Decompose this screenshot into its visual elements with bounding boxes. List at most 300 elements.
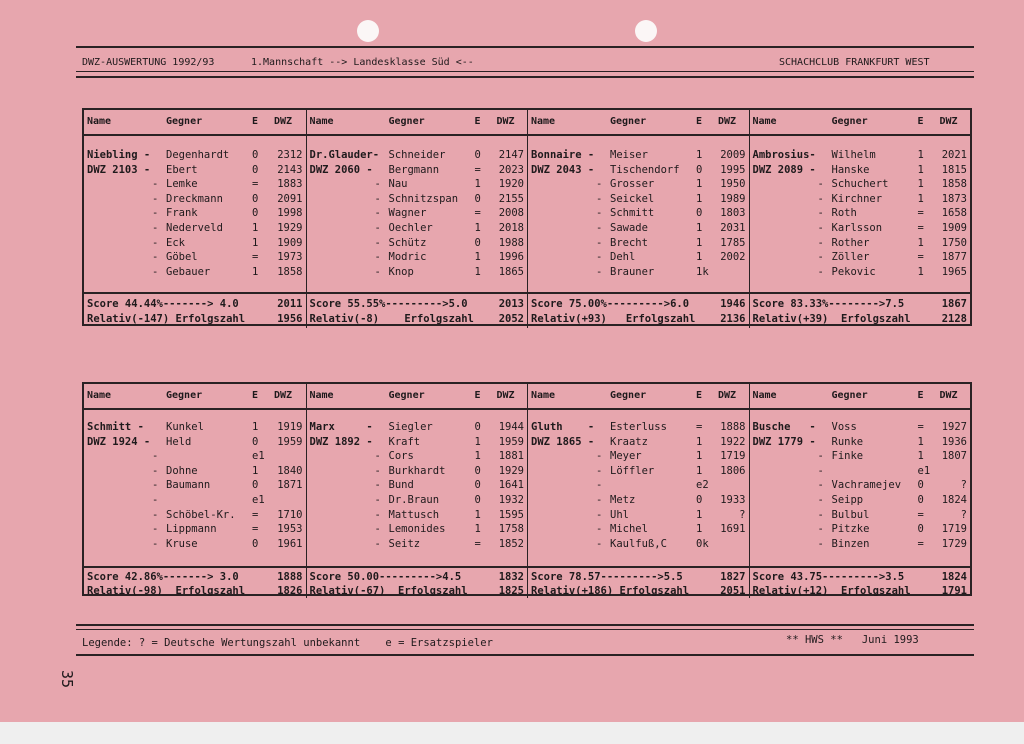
opponent-dwz: 1865 bbox=[498, 265, 524, 278]
relative-line: Relativ(+12) Erfolgszahl bbox=[752, 585, 911, 597]
opponent-name: Bund bbox=[388, 479, 414, 492]
col-header-gegner: Gegner bbox=[166, 390, 203, 401]
opponent-row bbox=[528, 509, 749, 523]
opponent-result: 1 bbox=[696, 236, 703, 249]
opponent-name: Kirchner bbox=[831, 192, 883, 205]
opponent-dwz: 2018 bbox=[498, 222, 524, 234]
opponent-dwz: 1595 bbox=[498, 508, 524, 521]
col-header-e: E bbox=[474, 390, 481, 401]
opponent-row bbox=[528, 465, 749, 479]
opponent-name: Kunkel bbox=[166, 421, 204, 433]
opponent-result: e2 bbox=[696, 479, 709, 492]
score-line: Score 50.00--------->4.5 bbox=[309, 571, 462, 583]
dash: - bbox=[374, 523, 381, 536]
opponent-result: 1 bbox=[917, 149, 924, 161]
dash: - bbox=[152, 265, 159, 278]
col-header-e: E bbox=[252, 116, 259, 127]
dash: - bbox=[374, 236, 381, 249]
erfolgszahl-value: 1791 bbox=[941, 585, 967, 597]
col-header-name: Name bbox=[752, 390, 777, 401]
opponent-dwz: 1852 bbox=[498, 537, 524, 550]
opponent-dwz: 2312 bbox=[277, 149, 303, 161]
opponent-dwz: 1929 bbox=[277, 222, 303, 234]
opponent-dwz: 1881 bbox=[498, 450, 524, 463]
opponent-result: 1 bbox=[252, 236, 259, 249]
opponent-name: Gebauer bbox=[166, 265, 211, 278]
opponent-name: Seitz bbox=[388, 537, 421, 550]
col-header-name: Name bbox=[309, 390, 334, 401]
opponent-result: 0 bbox=[474, 494, 481, 506]
opponent-dwz: ? bbox=[960, 479, 967, 492]
opponent-result: = bbox=[252, 251, 259, 264]
opponent-result: 1 bbox=[917, 163, 924, 176]
col-header-dwz: DWZ bbox=[718, 116, 737, 127]
opponent-name: Dehl bbox=[610, 251, 636, 264]
opponent-result: 1k bbox=[696, 265, 709, 278]
opponent-dwz: 1944 bbox=[498, 421, 524, 433]
opponent-row bbox=[528, 207, 749, 221]
header-rule-mid bbox=[76, 71, 974, 72]
opponent-dwz: 1888 bbox=[720, 421, 746, 433]
opponent-dwz: 1950 bbox=[720, 178, 746, 191]
page-number: 35 bbox=[58, 670, 76, 689]
score-value: 2011 bbox=[277, 298, 303, 310]
opponent-row bbox=[750, 251, 971, 265]
opponent-row bbox=[84, 421, 306, 435]
opponent-row bbox=[528, 178, 749, 192]
opponent-result: 0 bbox=[252, 192, 259, 205]
player-column bbox=[749, 110, 971, 328]
opponent-dwz: ? bbox=[739, 508, 746, 521]
opponent-result: 1 bbox=[252, 464, 259, 477]
opponent-result: 1 bbox=[917, 265, 924, 278]
opponent-dwz: 1953 bbox=[277, 523, 303, 536]
opponent-name: Bulbul bbox=[831, 508, 870, 521]
opponent-dwz: 2091 bbox=[277, 192, 303, 205]
relative-line: Relativ(+39) Erfolgszahl bbox=[752, 313, 911, 325]
opponent-dwz: 2031 bbox=[720, 222, 746, 234]
opponent-row bbox=[307, 193, 528, 207]
opponent-row bbox=[750, 465, 971, 479]
opponent-dwz: 1719 bbox=[720, 450, 746, 463]
relative-line: Relativ(+93) Erfolgszahl bbox=[531, 313, 696, 325]
opponent-dwz: 2155 bbox=[498, 192, 524, 205]
col-header-gegner: Gegner bbox=[610, 116, 647, 127]
opponent-row bbox=[307, 436, 528, 450]
opponent-result: = bbox=[917, 508, 924, 521]
dash: - bbox=[152, 222, 159, 234]
dash: - bbox=[596, 178, 603, 191]
opponent-result: 1 bbox=[696, 435, 703, 448]
player-column bbox=[84, 110, 306, 328]
player-column bbox=[527, 384, 749, 598]
opponent-dwz: 1996 bbox=[498, 251, 524, 264]
dash: - bbox=[152, 523, 159, 536]
team-league: 1.Mannschaft --> Landesklasse Süd <-- bbox=[251, 57, 474, 68]
col-header-dwz: DWZ bbox=[496, 390, 515, 401]
opponent-row bbox=[750, 222, 971, 236]
relative-line: Relativ(-67) Erfolgszahl bbox=[309, 585, 468, 597]
opponent-name: Wagner bbox=[388, 207, 427, 220]
opponent-dwz: 1961 bbox=[277, 537, 303, 550]
opponent-row bbox=[307, 509, 528, 523]
col-header-e: E bbox=[696, 116, 703, 127]
report-title: DWZ-AUSWERTUNG 1992/93 bbox=[82, 57, 215, 68]
opponent-result: 1 bbox=[474, 450, 481, 463]
opponent-row bbox=[528, 494, 749, 508]
dash: - bbox=[596, 508, 603, 521]
opponent-name: Bergmann bbox=[388, 163, 440, 176]
opponent-dwz: 1815 bbox=[941, 163, 967, 176]
opponent-row bbox=[84, 164, 306, 178]
opponent-row bbox=[750, 509, 971, 523]
opponent-name: Seickel bbox=[610, 192, 655, 205]
legend: Legende: ? = Deutsche Wertungszahl unbekannt e = Ersatzspieler bbox=[82, 637, 493, 649]
opponent-name: Esterluss bbox=[610, 421, 667, 433]
opponent-row bbox=[750, 237, 971, 251]
dash: - bbox=[817, 192, 824, 205]
opponent-dwz: 2147 bbox=[498, 149, 524, 161]
opponent-row bbox=[307, 251, 528, 265]
opponent-dwz: 1785 bbox=[720, 236, 746, 249]
score-value: 1827 bbox=[720, 571, 746, 583]
score-line: Score 75.00%--------->6.0 bbox=[531, 298, 690, 310]
opponent-row bbox=[307, 465, 528, 479]
opponent-result: = bbox=[474, 537, 481, 550]
col-header-dwz: DWZ bbox=[496, 116, 515, 127]
col-header-e: E bbox=[917, 390, 924, 401]
opponent-row bbox=[750, 266, 971, 280]
col-header-name: Name bbox=[531, 390, 556, 401]
col-header-e: E bbox=[252, 390, 259, 401]
erfolgszahl-value: 1956 bbox=[277, 313, 303, 325]
opponent-row bbox=[307, 523, 528, 537]
opponent-row bbox=[528, 450, 749, 464]
opponent-name: Knop bbox=[388, 265, 414, 278]
col-header-gegner: Gegner bbox=[388, 116, 425, 127]
opponent-result: = bbox=[474, 207, 481, 220]
opponent-dwz: 1959 bbox=[498, 435, 524, 448]
dash: - bbox=[817, 222, 824, 234]
opponent-name: Brecht bbox=[610, 236, 648, 249]
opponent-result: 0 bbox=[252, 149, 259, 161]
opponent-name: Pekovic bbox=[831, 265, 876, 278]
opponent-dwz: 1995 bbox=[720, 163, 746, 176]
opponent-result: 0k bbox=[696, 537, 709, 550]
dash: - bbox=[374, 207, 381, 220]
opponent-name: Held bbox=[166, 435, 192, 448]
opponent-result: 1 bbox=[474, 435, 481, 448]
opponent-row bbox=[84, 251, 306, 265]
dash: - bbox=[152, 236, 159, 249]
opponent-result: = bbox=[252, 523, 259, 536]
opponent-row bbox=[528, 436, 749, 450]
opponent-name: Göbel bbox=[166, 251, 198, 264]
opponent-name: Voss bbox=[831, 421, 857, 433]
opponent-name: Rother bbox=[831, 236, 870, 249]
signoff: ** HWS ** Juni 1993 bbox=[786, 634, 919, 646]
opponent-dwz: 1641 bbox=[498, 479, 524, 492]
player-dwz: DWZ 1892 - bbox=[309, 435, 373, 448]
opponent-result: = bbox=[917, 207, 924, 220]
opponent-result: 0 bbox=[252, 537, 259, 550]
punch-hole-left bbox=[357, 20, 379, 42]
opponent-row bbox=[307, 149, 528, 163]
dash: - bbox=[596, 479, 603, 492]
opponent-name: Zöller bbox=[831, 251, 870, 264]
opponent-result: 1 bbox=[696, 149, 703, 161]
erfolgszahl-value: 2052 bbox=[498, 313, 524, 325]
dash: - bbox=[152, 508, 159, 521]
opponent-result: 1 bbox=[917, 450, 924, 463]
opponent-dwz: 1658 bbox=[941, 207, 967, 220]
opponent-name: Seipp bbox=[831, 494, 864, 506]
opponent-row bbox=[528, 237, 749, 251]
opponent-row bbox=[84, 465, 306, 479]
header-rule-bottom bbox=[76, 76, 974, 78]
dash: - bbox=[817, 265, 824, 278]
opponent-name: Lemonides bbox=[388, 523, 446, 536]
opponent-name: Kruse bbox=[166, 537, 198, 550]
dash: - bbox=[152, 479, 159, 492]
opponent-name: Dreckmann bbox=[166, 192, 223, 205]
opponent-result: 0 bbox=[474, 479, 481, 492]
opponent-dwz: 1988 bbox=[498, 236, 524, 249]
opponent-result: 1 bbox=[696, 450, 703, 463]
opponent-name: Roth bbox=[831, 207, 857, 220]
opponent-row bbox=[307, 479, 528, 493]
opponent-name: Runke bbox=[831, 435, 864, 448]
opponent-row bbox=[84, 494, 306, 508]
opponent-result: = bbox=[696, 421, 703, 433]
player-dwz: DWZ 2089 - bbox=[752, 163, 816, 176]
opponent-row bbox=[750, 178, 971, 192]
opponent-result: 0 bbox=[474, 421, 481, 433]
opponent-name: Baumann bbox=[166, 479, 211, 492]
opponent-row bbox=[307, 450, 528, 464]
erfolgszahl-value: 2128 bbox=[941, 313, 967, 325]
opponent-result: 0 bbox=[474, 149, 481, 161]
opponent-name: Lippmann bbox=[166, 523, 217, 536]
score-line: Score 78.57--------->5.5 bbox=[531, 571, 683, 583]
opponent-row bbox=[750, 164, 971, 178]
opponent-row bbox=[84, 193, 306, 207]
col-header-name: Name bbox=[309, 116, 334, 127]
dash: - bbox=[817, 494, 824, 506]
score-line: Score 83.33%-------->7.5 bbox=[752, 298, 905, 310]
opponent-name: Wilhelm bbox=[831, 149, 876, 161]
player-name: Bonnaire - bbox=[531, 149, 595, 161]
score-value: 1888 bbox=[277, 571, 303, 583]
dash: - bbox=[596, 464, 603, 477]
opponent-result: 1 bbox=[917, 435, 924, 448]
opponent-result: 1 bbox=[696, 464, 703, 477]
player-column bbox=[749, 384, 971, 598]
opponent-row bbox=[84, 479, 306, 493]
opponent-name: Cors bbox=[388, 450, 414, 463]
opponent-name: Oechler bbox=[388, 222, 433, 234]
opponent-name: Hanske bbox=[831, 163, 870, 176]
opponent-result: 1 bbox=[474, 222, 481, 234]
opponent-result: 0 bbox=[917, 523, 924, 536]
opponent-result: = bbox=[917, 537, 924, 550]
opponent-result: 1 bbox=[252, 222, 259, 234]
opponent-name: Uhl bbox=[610, 508, 629, 521]
opponent-result: = bbox=[917, 251, 924, 264]
opponent-dwz: 1873 bbox=[941, 192, 967, 205]
dash: - bbox=[374, 192, 381, 205]
opponent-result: 0 bbox=[917, 479, 924, 492]
dash: - bbox=[152, 450, 159, 463]
footer-rule-mid bbox=[76, 629, 974, 630]
player-column bbox=[306, 110, 528, 328]
opponent-result: 0 bbox=[474, 236, 481, 249]
dash: - bbox=[374, 537, 381, 550]
dash: - bbox=[817, 251, 824, 264]
opponent-row bbox=[84, 178, 306, 192]
opponent-dwz: 1858 bbox=[277, 265, 303, 278]
opponent-name: Degenhardt bbox=[166, 149, 230, 161]
opponent-name: Metz bbox=[610, 494, 636, 506]
opponent-row bbox=[528, 421, 749, 435]
opponent-result: 1 bbox=[696, 508, 703, 521]
opponent-row bbox=[528, 251, 749, 265]
result-table-2 bbox=[82, 382, 972, 596]
opponent-row bbox=[307, 222, 528, 236]
col-header-name: Name bbox=[752, 116, 777, 127]
opponent-result: 1 bbox=[696, 523, 703, 536]
opponent-row bbox=[750, 436, 971, 450]
dash: - bbox=[817, 450, 824, 463]
opponent-result: 0 bbox=[252, 207, 259, 220]
opponent-dwz: 1936 bbox=[941, 435, 967, 448]
opponent-name: Pitzke bbox=[831, 523, 870, 536]
opponent-name: Kraft bbox=[388, 435, 421, 448]
opponent-name: Brauner bbox=[610, 265, 655, 278]
opponent-name: Frank bbox=[166, 207, 198, 220]
opponent-result: = bbox=[917, 222, 924, 234]
dash: - bbox=[152, 494, 159, 506]
dash: - bbox=[596, 494, 603, 506]
opponent-row bbox=[307, 178, 528, 192]
opponent-result: 1 bbox=[252, 421, 259, 433]
opponent-row bbox=[750, 494, 971, 508]
opponent-dwz: 1719 bbox=[941, 523, 967, 536]
player-name: Dr.Glauder- bbox=[309, 149, 380, 161]
dash: - bbox=[596, 207, 603, 220]
player-name: Niebling - bbox=[87, 149, 151, 161]
opponent-row bbox=[750, 149, 971, 163]
opponent-name: Michel bbox=[610, 523, 648, 536]
opponent-dwz: 2023 bbox=[498, 163, 524, 176]
dash: - bbox=[596, 265, 603, 278]
opponent-dwz: 1998 bbox=[277, 207, 303, 220]
col-header-dwz: DWZ bbox=[718, 390, 737, 401]
player-dwz: DWZ 2043 - bbox=[531, 163, 595, 176]
opponent-result: 1 bbox=[917, 178, 924, 191]
dash: - bbox=[374, 222, 381, 234]
opponent-row bbox=[528, 266, 749, 280]
opponent-row bbox=[307, 421, 528, 435]
col-header-gegner: Gegner bbox=[831, 116, 868, 127]
opponent-dwz: 1729 bbox=[941, 537, 967, 550]
opponent-row bbox=[528, 149, 749, 163]
opponent-result: 0 bbox=[917, 494, 924, 506]
opponent-result: e1 bbox=[252, 494, 265, 506]
opponent-result: 1 bbox=[696, 178, 703, 191]
opponent-dwz: 1750 bbox=[941, 236, 967, 249]
relative-line: Relativ(+186) Erfolgszahl bbox=[531, 585, 690, 597]
opponent-result: 0 bbox=[474, 464, 481, 477]
opponent-name: Löffler bbox=[610, 464, 655, 477]
opponent-name: Sawade bbox=[610, 222, 648, 234]
result-table-1 bbox=[82, 108, 972, 326]
opponent-dwz: 1909 bbox=[277, 236, 303, 249]
opponent-dwz: 2002 bbox=[720, 251, 746, 264]
dash: - bbox=[817, 178, 824, 191]
opponent-row bbox=[750, 421, 971, 435]
dash: - bbox=[817, 236, 824, 249]
dash: - bbox=[596, 450, 603, 463]
opponent-result: 0 bbox=[696, 163, 703, 176]
score-value: 1867 bbox=[941, 298, 967, 310]
dash: - bbox=[374, 464, 381, 477]
opponent-row bbox=[528, 538, 749, 552]
dash: - bbox=[374, 494, 381, 506]
dash: - bbox=[152, 251, 159, 264]
opponent-result: e1 bbox=[252, 450, 265, 463]
relative-line: Relativ(-147) Erfolgszahl bbox=[87, 313, 246, 325]
opponent-row bbox=[84, 266, 306, 280]
dash: - bbox=[596, 523, 603, 536]
opponent-row bbox=[307, 207, 528, 221]
col-header-dwz: DWZ bbox=[939, 390, 958, 401]
opponent-row bbox=[84, 523, 306, 537]
footer-rule-top bbox=[76, 624, 974, 626]
player-dwz: DWZ 1779 - bbox=[752, 435, 816, 448]
opponent-name: Tischendorf bbox=[610, 163, 680, 176]
opponent-result: e1 bbox=[917, 464, 931, 477]
opponent-result: = bbox=[252, 508, 259, 521]
opponent-name: Finke bbox=[831, 450, 864, 463]
opponent-row bbox=[750, 207, 971, 221]
club-name: SCHACHCLUB FRANKFURT WEST bbox=[779, 57, 930, 68]
opponent-result: 1 bbox=[252, 265, 259, 278]
opponent-row bbox=[528, 164, 749, 178]
erfolgszahl-value: 2136 bbox=[720, 313, 746, 325]
opponent-result: 1 bbox=[917, 192, 924, 205]
opponent-dwz: 1824 bbox=[941, 494, 967, 506]
opponent-dwz: 1929 bbox=[498, 464, 524, 477]
dash: - bbox=[596, 192, 603, 205]
opponent-result: 0 bbox=[252, 435, 259, 448]
opponent-row bbox=[84, 222, 306, 236]
player-column bbox=[84, 384, 306, 598]
opponent-name: Lemke bbox=[166, 178, 198, 191]
col-header-dwz: DWZ bbox=[274, 390, 293, 401]
col-header-gegner: Gegner bbox=[166, 116, 203, 127]
opponent-row bbox=[750, 479, 971, 493]
col-header-name: Name bbox=[87, 390, 112, 401]
opponent-dwz: 1691 bbox=[720, 523, 746, 536]
opponent-row bbox=[84, 237, 306, 251]
score-value: 1824 bbox=[941, 571, 967, 583]
dash: - bbox=[152, 178, 159, 191]
opponent-row bbox=[307, 494, 528, 508]
dash: - bbox=[596, 537, 603, 550]
opponent-row bbox=[84, 436, 306, 450]
opponent-result: 1 bbox=[474, 265, 481, 278]
